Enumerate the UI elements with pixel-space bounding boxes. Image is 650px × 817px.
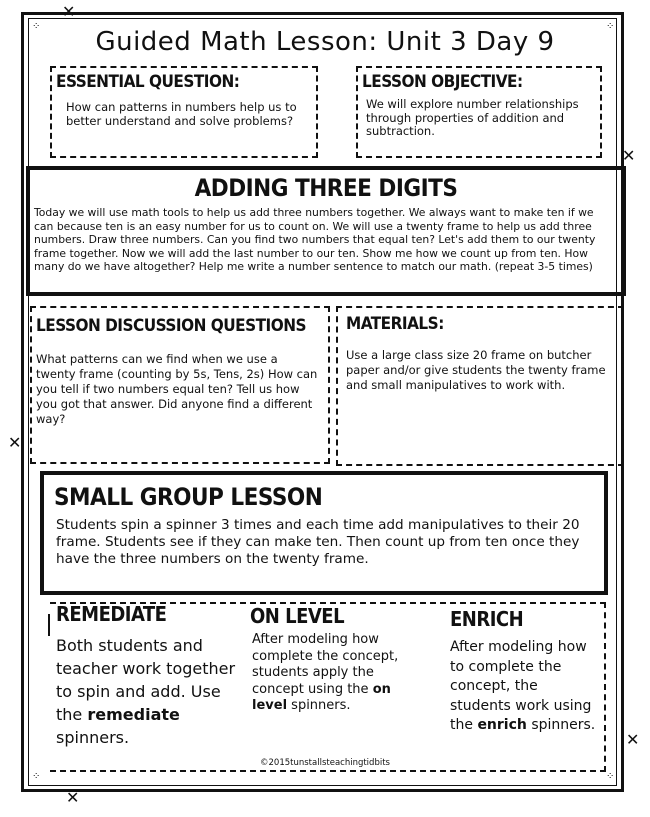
adding-three-digits-box	[26, 166, 626, 296]
remediate-tail: spinners.	[56, 728, 130, 747]
decor-cross-icon: ✕	[626, 730, 640, 749]
materials-heading: MATERIALS:	[346, 314, 444, 334]
decor-dots-icon: ⁘	[606, 771, 615, 782]
small-group-lesson-heading: SMALL GROUP LESSON	[54, 483, 323, 511]
decor-cross-icon: ✕	[8, 433, 22, 452]
on-level-text	[252, 632, 412, 715]
decor-dots-icon: ⁘	[606, 21, 615, 32]
copyright-footer: ©2015tunstallsteachingtidbits	[260, 758, 390, 768]
enrich-text	[450, 638, 600, 736]
remediate-body: Both students and teacher work together to spin and add. Use the	[56, 636, 236, 724]
materials-box	[336, 306, 624, 466]
decor-cross-icon: ✕	[62, 2, 76, 21]
enrich-tail: spinners.	[531, 717, 596, 733]
materials-text: Use a large class size 20 frame on butcher paper and/or give students the twenty frame and small manipulatives to work with.	[346, 348, 606, 392]
decor-cross-icon: ✕	[66, 788, 80, 807]
lesson-objective-heading: LESSON OBJECTIVE:	[362, 72, 523, 92]
small-group-lesson-box	[40, 471, 608, 595]
adding-three-digits-heading: ADDING THREE DIGITS	[194, 174, 458, 202]
discussion-questions-text: What patterns can we find when we use a twenty frame (counting by 5s, Tens, 2s) How can you tell if two numbers equal ten? Tell us how you got that answer. Did anyone find a different way?	[36, 352, 318, 426]
essential-question-box	[50, 66, 318, 158]
adding-three-digits-text: Today we will use math tools to help us add three numbers together. We always want to make ten if we can because ten is an easy number for us to count on. We will use a twenty frame to help us add three numbers. Draw three numbers. Can you find two numbers that equal ten? Let's add them to our twenty frame together. Now we will add the last number to our ten. Show me how we count up from ten. How many do we have altogether? Help me write a number sentence to match our math. (repeat 3-5 times)	[34, 206, 596, 273]
remediate-heading: REMEDIATE	[56, 602, 167, 626]
essential-question-heading: ESSENTIAL QUESTION:	[56, 72, 240, 92]
left-bar	[48, 614, 50, 636]
enrich-body: After modeling how to complete the concept, the students work using the	[450, 639, 592, 733]
remediate-text	[56, 634, 236, 749]
essential-question-text: How can patterns in numbers help us to better understand and solve problems?	[66, 100, 297, 128]
page-title: Guided Math Lesson: Unit 3 Day 9	[95, 27, 555, 57]
decor-cross-icon: ✕	[622, 146, 636, 165]
on-level-keyword: on level	[252, 681, 391, 713]
enrich-keyword: enrich	[477, 717, 527, 733]
on-level-body: After modeling how complete the concept, students apply the concept using the	[252, 632, 399, 697]
lesson-objective-text: We will explore number relationships through properties of addition and subtraction.	[366, 97, 579, 138]
on-level-heading: ON LEVEL	[250, 604, 345, 628]
decor-dots-icon: ⁘	[32, 21, 41, 32]
small-group-lesson-text: Students spin a spinner 3 times and each time add manipulatives to their 20 frame. Students see if they can make ten. Then count up from ten once they have the three numbers on the twenty frame.	[56, 517, 580, 567]
lesson-objective-box	[356, 66, 602, 158]
decor-dots-icon: ⁘	[32, 771, 41, 782]
on-level-tail: spinners.	[291, 698, 351, 713]
remediate-keyword: remediate	[87, 705, 180, 724]
enrich-heading: ENRICH	[450, 607, 524, 631]
discussion-questions-box	[30, 306, 330, 464]
discussion-questions-heading: LESSON DISCUSSION QUESTIONS	[36, 316, 307, 336]
